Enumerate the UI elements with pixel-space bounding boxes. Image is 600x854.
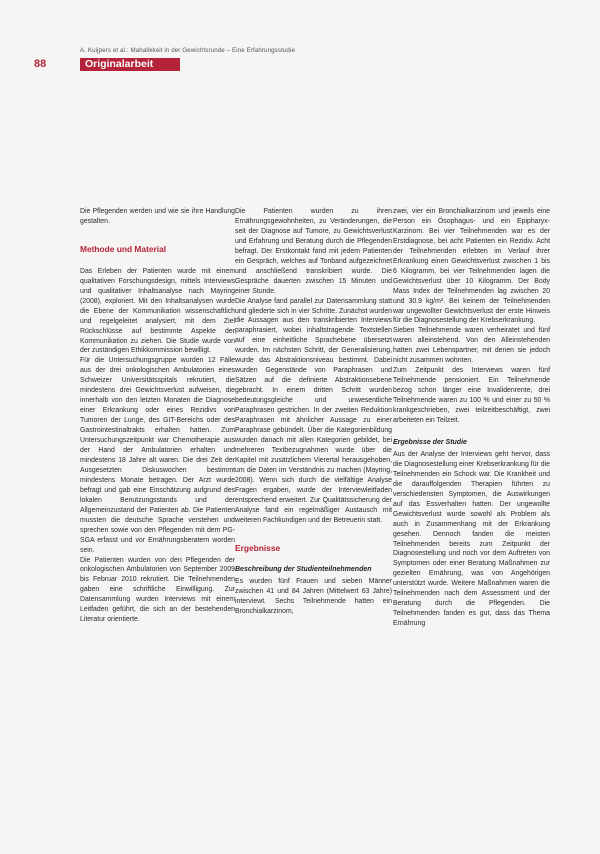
section-label: Originalarbeit xyxy=(80,58,180,71)
paragraph: Die Patienten wurden zu ihren Ernährungsgewohnheiten, zu Veränderungen, die seit der Diagnose auf Tumore, zu Gewichtsverlust und Erfahrung und Beratung durch die Pflegenden befragt. Der Erstkontakt fand mit jedem Patienten ein Gespräch, welches auf Tonband aufgezeichnet und anschließend transkribiert wurde. Die Gespräche dauerten zwischen 15 Minuten und einer Stunde. xyxy=(235,208,392,295)
paragraph: Die Pflegenden werden und wie sie ihre Handlung gestalten. xyxy=(80,208,235,225)
paragraph: Die Patienten wurden von den Pflegenden der onkologischen Ambulatorien von September 2009 bis Februar 2010 rekrutiert. Die Teilnehmenden gaben eine schriftliche Einwilligung. Zur Datensammlung wurden Interviews mit einem Leitfaden geführt, die sich an der bestehenden Literatur orientierte. xyxy=(80,556,235,624)
running-head: A. Kuijpers et al.: Mahalikkeit in der Gewichtsrunde – Eine Erfahrungsstudie xyxy=(80,47,295,54)
page-number: 88 xyxy=(34,58,47,70)
column-3 xyxy=(393,207,550,629)
paragraph: Das Erleben der Patienten wurde mit einem qualitativen Forschungsdesign, mittels Interviews und qualitativer Inhaltsanalyse nach Mayring (2008), exploriert. Mit den Inhaltsanalysen wurde die Ebene der Kommunikation wissenschaftlich und regelgeleitet analysiert, mit dem Ziel Rückschlüsse auf bestimmte Aspekte der Kommunikation zu ziehen. Die Studie wurde von der zuständigen Ethikkommission bewilligt. xyxy=(80,267,235,355)
heading-method: Methode und Material xyxy=(80,243,167,254)
paragraph: Sieben Teilnehmende waren verheiratet und fünf waren alleinstehend. Von den Alleinstehenden hatten zwei Lebenspartner, mit denen sie jedoch nicht zusammen wohnten. xyxy=(393,327,550,365)
paragraph: zwei, vier ein Bronchialkarzinom und jeweils eine Person ein Ösophagus- und ein Epipharyx-Karzinom. Bei vier Teilnehmenden war es der Erstdiagnose, bei acht Patienten ein Rezidiv. Acht der Teilnehmenden erlebten im Verlauf ihrer Erkrankung einen Gewichtsverlust zwischen 1 bis 6 Kilogramm, bei vier Teilnehmenden lagen die Gewichtsverlust über 10 Kilogramm. Der Body Mass Index der Teilnehmenden lag zwischen 20 und 30.9 kg/m². Bei keinem der Teilnehmenden war ungewollter Gewichtsverlust der erste Hinweis für die Diagnosestellung der Krebserkrankung. xyxy=(393,208,550,325)
subheading-study-results: Ergebnisse der Studie xyxy=(393,438,467,446)
paragraph: Aus der Analyse der Interviews geht hervor, dass die Diagnosestellung einer Krebserkrankung für die Teilnehmenden ein Schock war. Die Krankheit und die darauffolgenden Therapien führten zu verschiedensten Symptomen, die Auswirkungen auf das Essverhalten hatten. Der ungewollte Gewichtsverlust wurde sowohl als Problem als auch in Zusammenhang mit der Erkrankung gesehen. Dennoch fanden die meisten Teilnehmenden bereits zum Zeitpunkt der Diagnosestellung und noch vor dem Auftreten von Symptomen oder einer Beratung Maßnahmen zur gezielten Ernährung, was von Angehörigen unterstützt wurde. Weitere Maßnahmen waren die Teilnehmenden nach dem Assessment und der Beratung durch die Pflegenden. Die Teilnehmenden fanden es gut, dass das Thema Ernährung xyxy=(393,450,550,628)
paragraph: Zum Zeitpunkt des Interviews waren fünf Teilnehmende pensioniert. Ein Teilnehmende bezog schon länger eine Invalidenrente, drei Teilnehmende waren zu 100 % und einer zu 50 % krankgeschrieben, zwei teilzeitbeschäftigt, zwei arbeiteten ein Teilzeit. xyxy=(393,367,550,425)
subheading-sample: Beschreibung der Studienteilnehmenden xyxy=(235,566,372,574)
paragraph: Es wurden fünf Frauen und sieben Männer zwischen 41 und 84 Jahren (Mittelwert 63 Jahre) interviewt. Sechs Teilnehmende hatten ein Bronchialkarzinom, xyxy=(235,578,392,616)
column-2 xyxy=(235,207,392,617)
paragraph: Die Analyse fand parallel zur Datensammlung statt und gliederte sich in vier Schritte. Zunächst wurden die Aussagen aus den transkribierten Interviews paraphrasiert, wobei inhaltstragende Textstellen auf eine einheitliche Sprachebene übersetzt wurden. Im nächsten Schritt, der Generalisierung, wurde das Abstraktionsniveau bestimmt. Dabei wurden Gegenstände von Paraphrasen und Sätzen auf die definierte Abstraktionsebene gebracht. In einem dritten Schritt wurden bedeutungsgleiche und unwesentliche Paraphrasen gestrichen. In der zweiten Reduktion Paraphrasen mit ähnlicher Aussage zu einer Paraphrase gebündelt. Über die Kategorienbildung wurden danach mit allen Kategorien gebildet, bei mehreren Textbezugnahmen wurde über die Kapitel mit zusätzlichem Vierertal herausgehoben, um die Daten im Verständnis zu machen (Mayring, 2008). Wenn sich durch die vielfältige Analyse Fragen ergaben, wurde der Interviewleitfaden entsprechend erweitert. Zur Qualitätssicherung der Analyse fand ein regelmäßiger Austausch mit weiteren Fachkundigen und der Betreuerin statt. xyxy=(235,297,392,524)
paragraph: Für die Untersuchungsgruppe wurden 12 Fälle aus der drei onkologischen Ambulatorien eines Schweizer Universitätsspitals rekrutiert, die mindestens drei Gewichtsverlust aufweisen, die innerhalb von den letzten Monaten die Diagnose einer Erkrankung oder eines Rezidivs von Tumoren der Lunge, des GIT-Bereichs oder des Gastrointestinaltrakts erhalten hatten. Zum Untersuchungszeitpunkt war Chemotherapie aus der Hand der Ambulatorien erhalten und mindestens 18 Jahre alt waren. Die drei Zeit der Ausgesetzten Diskuswochen bestimmt mindestens Monate betragen. Der Arzt wurde befragt und gab eine Einschätzung aufgrund des lokalen Benutzungsstands und der Allgemeinzustand der Patienten ab. Die Patienten mussten die deutsche Sprache verstehen und sprechen sowie von den Pflegenden mit dem PG-SGA erfasst und vor Ernährungsberatern worden sein. xyxy=(80,357,235,554)
column-1 xyxy=(80,207,235,625)
heading-results: Ergebnisse xyxy=(235,542,281,553)
